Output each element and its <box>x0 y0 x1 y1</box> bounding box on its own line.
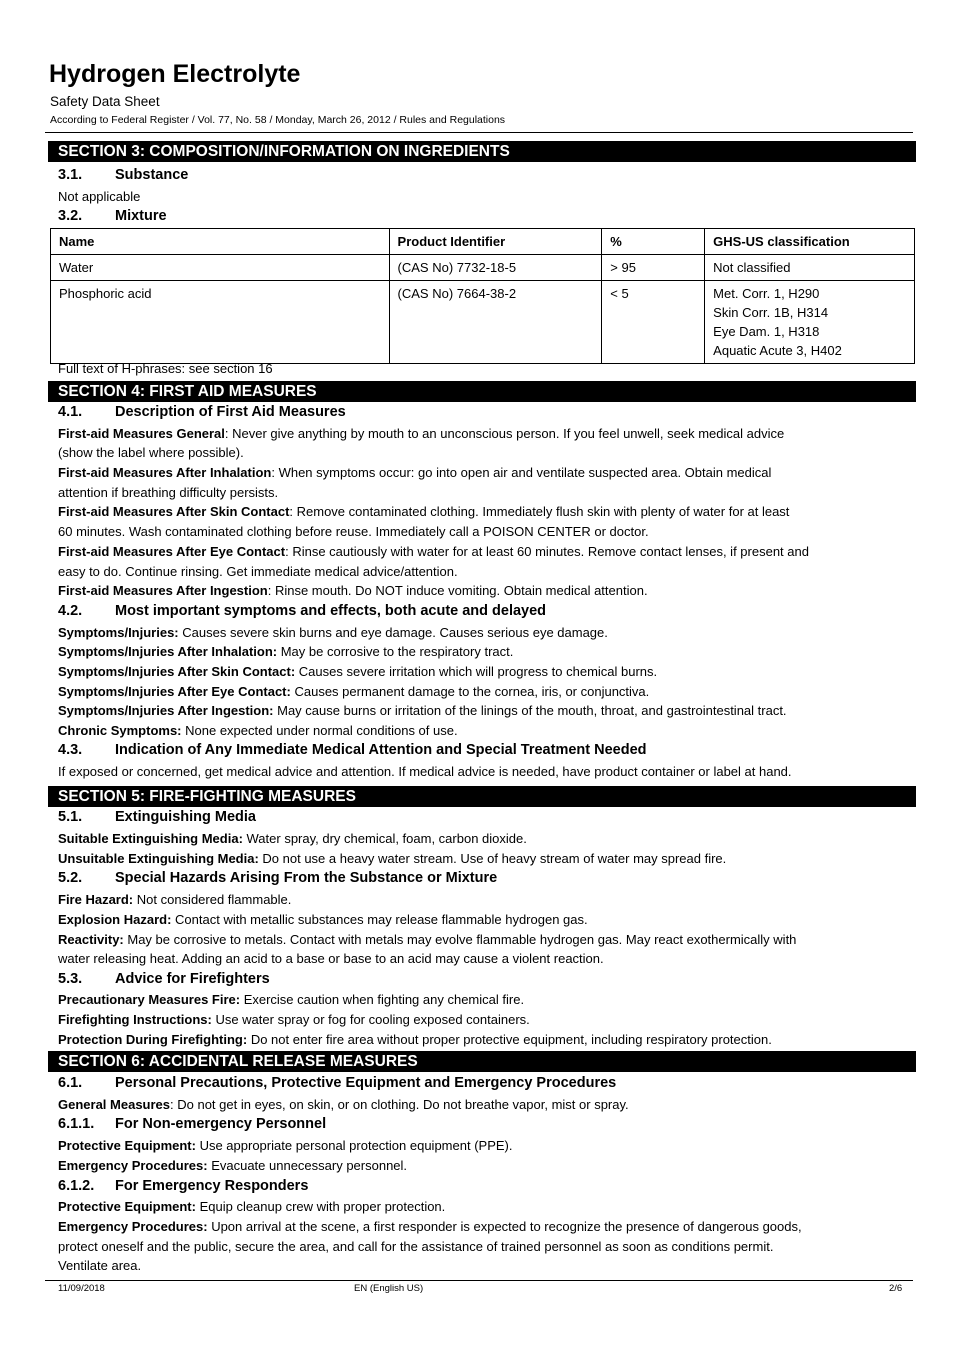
precautionary-measures-fire: Precautionary Measures Fire: Exercise caution when fighting any chemical fire. <box>58 992 525 1007</box>
subsection-4-1: 4.1. Description of First Aid Measures <box>58 404 346 420</box>
protective-equipment-non-emergency: Protective Equipment: Use appropriate personal protection equipment (PPE). <box>58 1138 513 1153</box>
reactivity-cont: water releasing heat. Adding an acid to a base or base to an acid may cause a violent reaction. <box>58 951 604 966</box>
first-aid-eye-cont: easy to do. Continue rinsing. Get immediate medical advice/attention. <box>58 564 458 579</box>
cell-identifier: (CAS No) 7664-38-2 <box>389 281 602 364</box>
first-aid-ingestion: First-aid Measures After Ingestion: Rinse mouth. Do NOT induce vomiting. Obtain medical attention. <box>58 583 648 598</box>
symptoms-eye: Symptoms/Injuries After Eye Contact: Causes permanent damage to the cornea, iris, or conjunctiva. <box>58 684 650 699</box>
subsection-5-1: 5.1. Extinguishing Media <box>58 809 256 825</box>
document-title: Hydrogen Electrolyte <box>49 60 301 88</box>
footer-divider <box>45 1280 913 1281</box>
protective-equipment-responders: Protective Equipment: Equip cleanup crew with proper protection. <box>58 1199 446 1214</box>
symptoms-skin: Symptoms/Injuries After Skin Contact: Causes severe irritation which will progress to chemical burns. <box>58 664 658 679</box>
first-aid-skin-cont: 60 minutes. Wash contaminated clothing before reuse. Immediately call a POISON CENTER or doctor. <box>58 524 649 539</box>
suitable-media: Suitable Extinguishing Media: Water spray, dry chemical, foam, carbon dioxide. <box>58 831 527 846</box>
fire-hazard: Fire Hazard: Not considered flammable. <box>58 892 292 907</box>
footer-date: 11/09/2018 <box>58 1283 105 1294</box>
subsection-3-1: 3.1. Substance <box>58 167 189 183</box>
protection-firefighting: Protection During Firefighting: Do not enter fire area without proper protective equipment, including respiratory protection. <box>58 1032 772 1047</box>
first-aid-inhalation-cont: attention if breathing difficulty persists. <box>58 485 279 500</box>
table-header-row <box>51 229 915 255</box>
emergency-procedures-responders-cont2: Ventilate area. <box>58 1258 142 1273</box>
footer-language: EN (English US) <box>354 1283 424 1294</box>
cell-percent: < 5 <box>602 281 705 364</box>
header-divider <box>45 132 913 133</box>
general-measures: General Measures: Do not get in eyes, on skin, or on clothing. Do not breathe vapor, mist or spray. <box>58 1097 629 1112</box>
reactivity: Reactivity: May be corrosive to metals. Contact with metals may evolve flammable hydrogen gas. May react exothermically with <box>58 932 797 947</box>
cell-ghs: Not classified <box>705 255 915 281</box>
document-subtitle: Safety Data Sheet <box>50 94 160 109</box>
ghs-line: Met. Corr. 1, H290 <box>713 286 820 301</box>
first-aid-skin: First-aid Measures After Skin Contact: Remove contaminated clothing. Immediately flush skin with plenty of water for at least <box>58 504 790 519</box>
cell-name: Phosphoric acid <box>51 281 390 364</box>
col-header-percent: % <box>602 229 705 255</box>
firefighting-instructions: Firefighting Instructions: Use water spray or fog for cooling exposed containers. <box>58 1012 530 1027</box>
first-aid-general: First-aid Measures General: Never give anything by mouth to an unconscious person. If you feel unwell, seek medical advice <box>58 426 785 441</box>
medical-attention-text: If exposed or concerned, get medical advice and attention. If medical advice is needed, have product container or label at hand. <box>58 764 792 779</box>
subsection-5-3: 5.3. Advice for Firefighters <box>58 971 270 987</box>
subsection-6-1-2: 6.1.2. For Emergency Responders <box>58 1178 309 1194</box>
section-3-header: SECTION 3: COMPOSITION/INFORMATION ON INGREDIENTS <box>48 141 916 162</box>
first-aid-eye: First-aid Measures After Eye Contact: Rinse cautiously with water for at least 60 minutes. Remove contact lenses, if present and <box>58 544 809 559</box>
explosion-hazard: Explosion Hazard: Contact with metallic substances may release flammable hydrogen gas. <box>58 912 588 927</box>
cell-name: Water <box>51 255 390 281</box>
section-5-header: SECTION 5: FIRE-FIGHTING MEASURES <box>48 786 916 807</box>
subsection-5-2: 5.2. Special Hazards Arising From the Substance or Mixture <box>58 870 498 886</box>
section-4-header: SECTION 4: FIRST AID MEASURES <box>48 381 916 402</box>
first-aid-general-cont: (show the label where possible). <box>58 445 244 460</box>
substance-text: Not applicable <box>58 189 141 204</box>
symptoms-chronic: Chronic Symptoms: None expected under normal conditions of use. <box>58 723 458 738</box>
h-phrases-note: Full text of H-phrases: see section 16 <box>58 361 273 376</box>
section-6-header: SECTION 6: ACCIDENTAL RELEASE MEASURES <box>48 1051 916 1072</box>
emergency-procedures-responders-cont: protect oneself and the public, secure the area, and call for the assistance of trained personnel as soon as conditions permit. <box>58 1239 774 1254</box>
cell-percent: > 95 <box>602 255 705 281</box>
regulation-reference: According to Federal Register / Vol. 77, No. 58 / Monday, March 26, 2012 / Rules and Regulations <box>50 114 506 126</box>
emergency-procedures-responders: Emergency Procedures: Upon arrival at the scene, a first responder is expected to recognize the presence of dangerous goods, <box>58 1219 802 1234</box>
subsection-4-2: 4.2. Most important symptoms and effects, both acute and delayed <box>58 603 547 619</box>
subsection-6-1-1: 6.1.1. For Non-emergency Personnel <box>58 1116 327 1132</box>
footer-page-number: 2/6 <box>889 1283 903 1294</box>
mixture-table <box>50 228 915 364</box>
subsection-6-1: 6.1. Personal Precautions, Protective Equipment and Emergency Procedures <box>58 1075 617 1091</box>
symptoms-inhalation: Symptoms/Injuries After Inhalation: May be corrosive to the respiratory tract. <box>58 644 514 659</box>
ghs-line: Skin Corr. 1B, H314 <box>713 305 829 320</box>
emergency-procedures-non-emergency: Emergency Procedures: Evacuate unnecessary personnel. <box>58 1158 408 1173</box>
col-header-name: Name <box>51 229 390 255</box>
symptoms-general: Symptoms/Injuries: Causes severe skin burns and eye damage. Causes serious eye damage. <box>58 625 608 640</box>
subsection-3-2: 3.2. Mixture <box>58 208 167 224</box>
table-row <box>51 255 915 281</box>
table-row <box>51 281 915 364</box>
subsection-4-3: 4.3. Indication of Any Immediate Medical Attention and Special Treatment Needed <box>58 742 647 758</box>
first-aid-inhalation: First-aid Measures After Inhalation: When symptoms occur: go into open air and ventilate suspected area. Obtain medical <box>58 465 772 480</box>
cell-identifier: (CAS No) 7732-18-5 <box>389 255 602 281</box>
ghs-line: Eye Dam. 1, H318 <box>713 324 820 339</box>
col-header-identifier: Product Identifier <box>389 229 602 255</box>
col-header-ghs: GHS-US classification <box>705 229 915 255</box>
unsuitable-media: Unsuitable Extinguishing Media: Do not use a heavy water stream. Use of heavy stream of water may spread fire. <box>58 851 727 866</box>
symptoms-ingestion: Symptoms/Injuries After Ingestion: May cause burns or irritation of the linings of the mouth, throat, and gastrointestinal tract. <box>58 703 787 718</box>
cell-ghs <box>705 281 915 364</box>
ghs-line: Aquatic Acute 3, H402 <box>713 343 842 358</box>
